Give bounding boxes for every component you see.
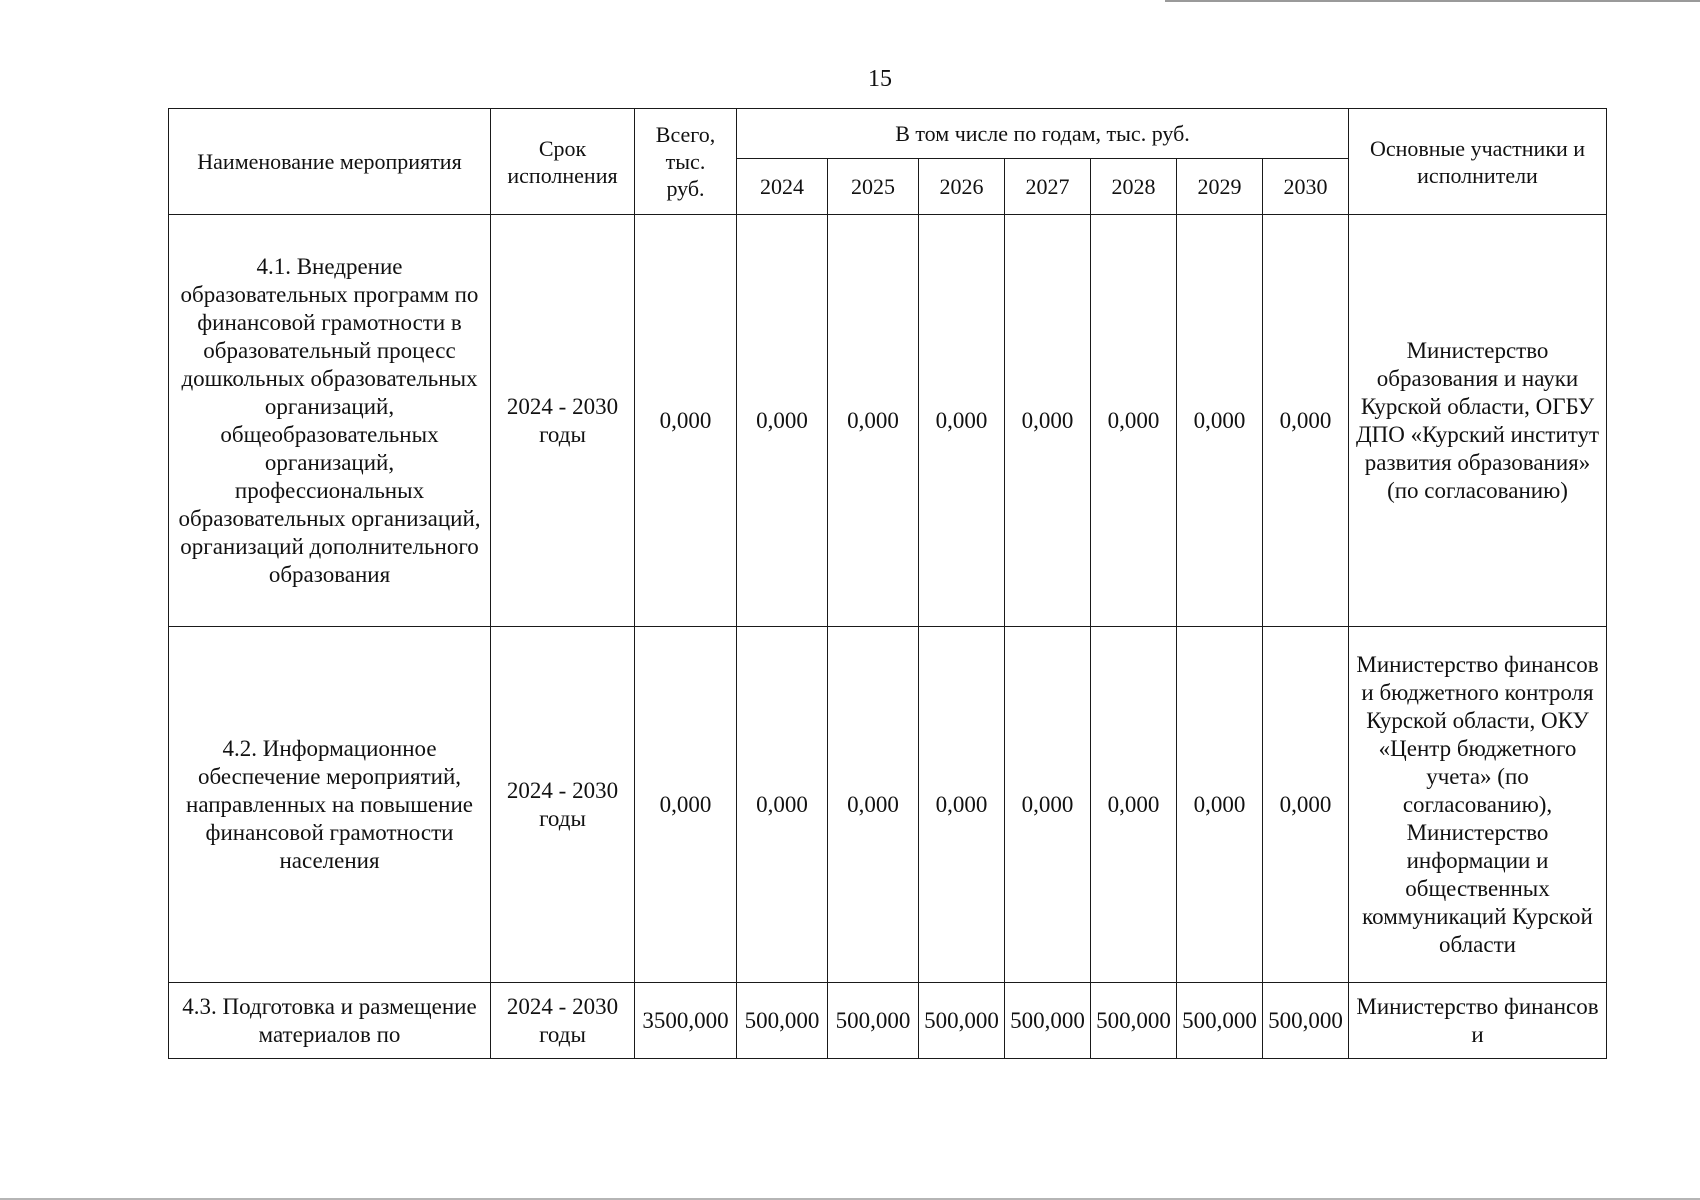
- activity-name: 4.3. Подготовка и размещение материалов по: [169, 983, 491, 1059]
- year-value: 0,000: [737, 627, 828, 983]
- activity-total: 0,000: [635, 627, 737, 983]
- year-value: 0,000: [919, 627, 1005, 983]
- page-number: 15: [868, 66, 892, 92]
- activity-name: 4.1. Внедрение образовательных программ по финансовой грамотности в образовательный процесс дошкольных образовательных организаций, общеобразовательных организаций, профессиональных образовательных организаций, организаций дополнительного образования: [169, 215, 491, 627]
- activity-participants: Министерство финансов и: [1349, 983, 1607, 1059]
- header-participants: Основные участники и исполнители: [1349, 109, 1607, 215]
- year-value: 500,000: [737, 983, 828, 1059]
- header-year: 2026: [919, 159, 1005, 215]
- header-year: 2028: [1091, 159, 1177, 215]
- header-year: 2030: [1263, 159, 1349, 215]
- header-total: Всего, тыс. руб.: [635, 109, 737, 215]
- year-value: 0,000: [1091, 215, 1177, 627]
- activity-participants: Министерство финансов и бюджетного контроля Курской области, ОКУ «Центр бюджетного учета» (по согласованию), Министерство информации и общественных коммуникаций Курской области: [1349, 627, 1607, 983]
- activity-total: 0,000: [635, 215, 737, 627]
- header-year: 2027: [1005, 159, 1091, 215]
- header-name: Наименование мероприятия: [169, 109, 491, 215]
- header-year: 2024: [737, 159, 828, 215]
- activity-participants: Министерство образования и науки Курской области, ОГБУ ДПО «Курский институт развития образования» (по согласованию): [1349, 215, 1607, 627]
- table-row: [169, 215, 1607, 627]
- header-year: 2029: [1177, 159, 1263, 215]
- year-value: 500,000: [919, 983, 1005, 1059]
- header-year: 2025: [828, 159, 919, 215]
- table-row: [169, 627, 1607, 983]
- activity-table: [168, 108, 1607, 1059]
- header-term: Срок исполнения: [491, 109, 635, 215]
- year-value: 0,000: [1005, 215, 1091, 627]
- year-value: 0,000: [1091, 627, 1177, 983]
- year-value: 0,000: [828, 215, 919, 627]
- year-value: 500,000: [1005, 983, 1091, 1059]
- activity-term: 2024 - 2030 годы: [491, 983, 635, 1059]
- year-value: 500,000: [1177, 983, 1263, 1059]
- year-value: 0,000: [1263, 215, 1349, 627]
- activity-term: 2024 - 2030 годы: [491, 215, 635, 627]
- year-value: 0,000: [828, 627, 919, 983]
- table-row: [169, 983, 1607, 1059]
- year-value: 0,000: [737, 215, 828, 627]
- year-value: 0,000: [1177, 215, 1263, 627]
- scan-edge-top: [1165, 0, 1700, 2]
- year-value: 500,000: [1263, 983, 1349, 1059]
- table-header-row: [169, 109, 1607, 159]
- year-value: 0,000: [1005, 627, 1091, 983]
- activity-total: 3500,000: [635, 983, 737, 1059]
- year-value: 0,000: [1263, 627, 1349, 983]
- header-by-years: В том числе по годам, тыс. руб.: [737, 109, 1349, 159]
- activity-term: 2024 - 2030 годы: [491, 627, 635, 983]
- year-value: 500,000: [1091, 983, 1177, 1059]
- year-value: 0,000: [1177, 627, 1263, 983]
- year-value: 500,000: [828, 983, 919, 1059]
- year-value: 0,000: [919, 215, 1005, 627]
- activity-name: 4.2. Информационное обеспечение мероприятий, направленных на повышение финансовой грамотности населения: [169, 627, 491, 983]
